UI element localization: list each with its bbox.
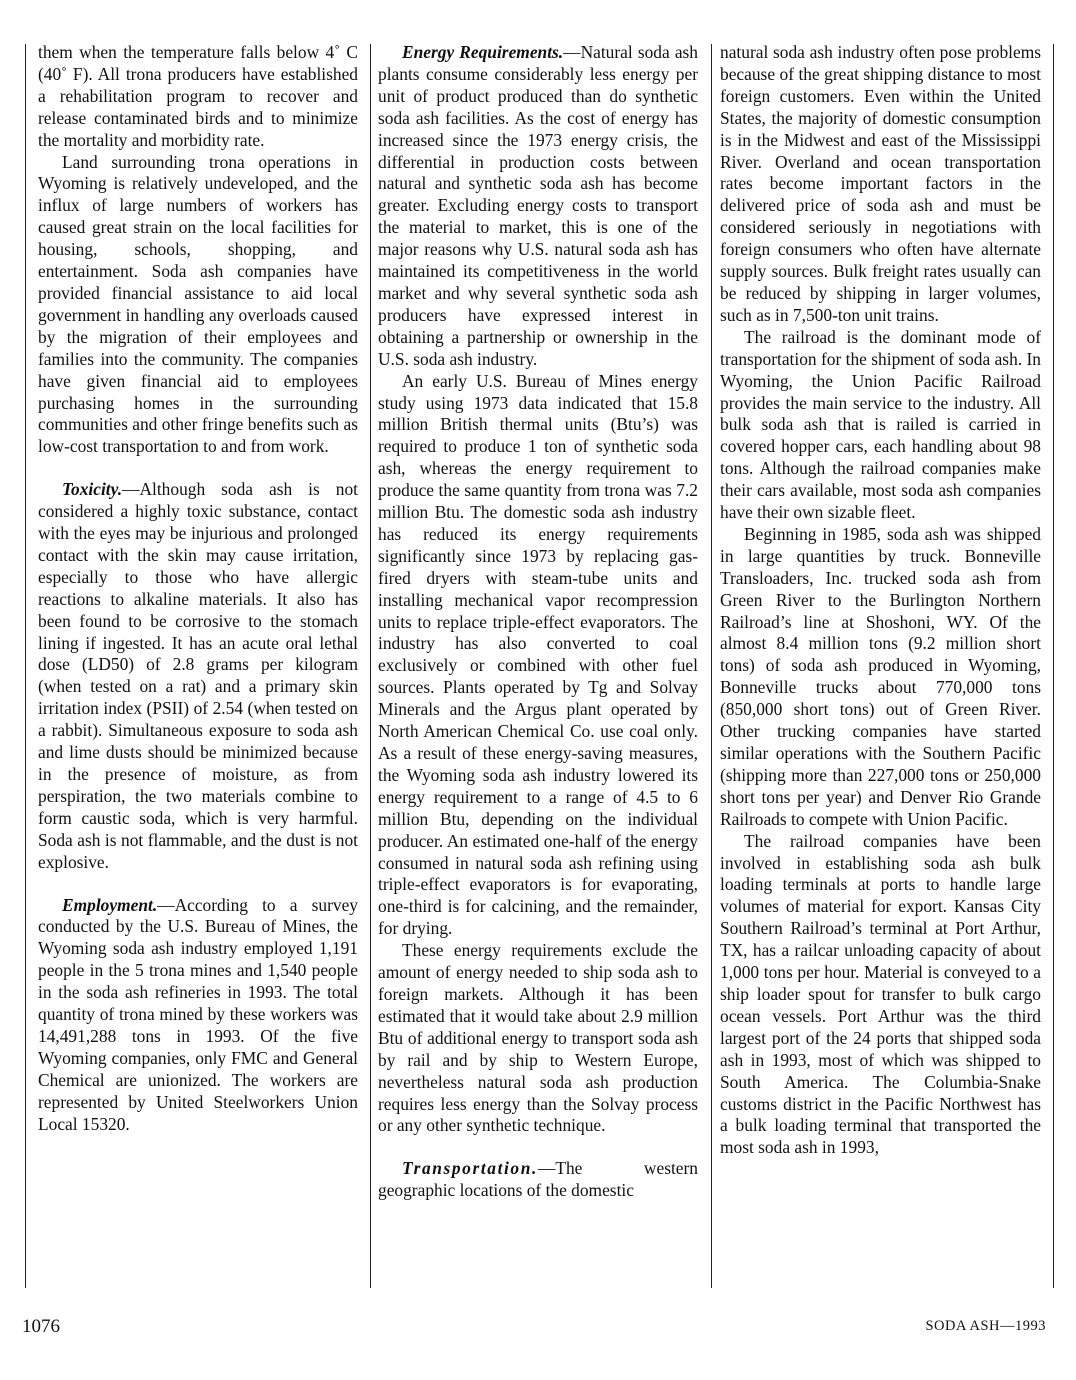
section-heading: Energy Requirements. bbox=[402, 42, 564, 62]
transportation-section bbox=[378, 1158, 698, 1202]
page-number: 1076 bbox=[22, 1316, 60, 1337]
text-column-1 bbox=[38, 42, 358, 1292]
section-text: —Natural soda ash plants consume considerably less energy per unit of product produced than do synthetic soda ash facilities. As the cost of energy has increased since the 1973 energy crisis, the differential in production costs between natural and synthetic soda ash has become greater. Excluding energy costs to transport the material to market, this is one of the major reasons why U.S. natural soda ash has maintained its competitiveness in the world market and why several synthetic soda ash producers have expressed interest in obtaining a partnership or ownership in the U.S. soda ash industry. bbox=[378, 42, 699, 369]
text-column-3 bbox=[720, 42, 1041, 1292]
section-text: —According to a survey conducted by the U.S. Bureau of Mines, the Wyoming soda ash industry employed 1,191 people in the 5 trona mines and 1,540 people in the soda ash refineries in 1993. The total quantity of trona mined by these workers was 14,491,288 tons in 1993. Of the five Wyoming companies, only FMC and General Chemical are unionized. The workers are represented by United Steelworkers Union Local 15320. bbox=[38, 894, 358, 1134]
column-rule-left bbox=[25, 44, 26, 1288]
paragraph: them when the temperature falls below 4˚ C (40˚ F). All trona producers have established a rehabilitation program to recover and release contaminated birds and to minimize the mortality and morbidity rate. bbox=[38, 42, 358, 150]
energy-section bbox=[378, 42, 698, 371]
employment-section bbox=[38, 895, 358, 1136]
paragraph: The railroad is the dominant mode of transportation for the shipment of soda ash. In Wyoming, the Union Pacific Railroad provides the main service to the industry. All bulk soda ash that is railed is carried in covered hopper cars, each handling about 98 tons. Although the railroad companies make their cars available, most soda ash companies have their own sizable fleet. bbox=[720, 326, 1041, 523]
section-heading: Transportation. bbox=[402, 1158, 538, 1179]
paragraph: An early U.S. Bureau of Mines energy study using 1973 data indicated that 15.8 million British thermal units (Btu’s) was required to produce 1 ton of synthetic soda ash, whereas the energy requirement to produce the same quantity from trona was 7.2 million Btu. The domestic soda ash industry has reduced its energy requirements significantly since 1973 by replacing gas-fired dryers with steam-tube units and installing mechanical vapor recompression units to replace triple-effect evaporators. The industry has also converted to coal exclusively or combined with other fuel sources. Plants operated by Tg and Solvay Minerals and the Argus plant operated by North American Chemical Co. use coal only. As a result of these energy-saving measures, the Wyoming soda ash industry lowered its energy requirement to a range of 4.5 to 6 million Btu, depending on the individual producer. An estimated one-half of the energy consumed in natural soda ash refining using triple-effect evaporators is for evaporating, one-third is for calcining, and the remainder, for drying. bbox=[378, 370, 698, 939]
paragraph: The railroad companies have been involved in establishing soda ash bulk loading terminals at ports to handle large volumes of material for export. Kansas City Southern Railroad’s terminal at Port Arthur, TX, has a railcar unloading capacity of about 1,000 tons per hour. Material is conveyed to a ship loader spout for transfer to bulk cargo ocean vessels. Port Arthur was the third largest port of the 24 ports that shipped soda ash in 1993, most of which was shipped to South America. The Columbia-Snake customs district in the Pacific Northwest has a bulk loading terminal that transported the most soda ash in 1993, bbox=[720, 830, 1041, 1158]
running-head: SODA ASH—1993 bbox=[925, 1318, 1046, 1334]
paragraph: natural soda ash industry often pose problems because of the great shipping distance to most foreign customers. Even within the United States, the majority of domestic consumption is in the Midwest and east of the Mississippi River. Overland and ocean transportation rates become important factors in the delivered price of soda ash and must be considered seriously in negotiations with foreign consumers who often have alternate supply sources. Bulk freight rates usually can be reduced by shipping in larger volumes, such as in 7,500-ton unit trains. bbox=[720, 42, 1041, 325]
paragraph: These energy requirements exclude the amount of energy needed to ship soda ash to foreign markets. Although it has been estimated that it would take about 2.9 million Btu of additional energy to transport soda ash by rail and by ship to Western Europe, nevertheless natural soda ash production requires less energy than the Solvay process or any other synthetic technique. bbox=[378, 940, 698, 1136]
column-rule-2 bbox=[711, 44, 712, 1288]
paragraph: Beginning in 1985, soda ash was shipped in large quantities by truck. Bonneville Transloaders, Inc. trucked soda ash from Green River to the Burlington Northern Railroad’s line at Shoshoni, WY. Of the almost 8.4 million tons (9.2 million short tons) of soda ash produced in Wyoming, Bonneville trucks about 770,000 tons (850,000 short tons) out of Green River. Other trucking companies have started similar operations with the Southern Pacific (shipping more than 227,000 tons or 250,000 short tons per year) and Denver Rio Grande Railroads to compete with Union Pacific. bbox=[720, 523, 1041, 829]
column-rule-1 bbox=[370, 44, 371, 1288]
section-text: —The western geographic locations of the domestic bbox=[378, 1158, 698, 1201]
section-heading: Employment. bbox=[62, 894, 158, 915]
toxicity-section bbox=[38, 479, 358, 873]
section-heading: Toxicity. bbox=[62, 479, 123, 500]
column-rule-right bbox=[1053, 44, 1054, 1288]
text-column-2 bbox=[378, 42, 698, 1292]
paragraph: Land surrounding trona operations in Wyoming is relatively undeveloped, and the influx of large numbers of workers has caused great strain on the local facilities for housing, schools, shopping, and entertainment. Soda ash companies have provided financial assistance to aid local government in handling any overloads caused by the migration of their employees and families into the community. The companies have given financial aid to employees purchasing homes in the surrounding communities and other fringe benefits such as low-cost transportation to and from work. bbox=[38, 151, 358, 457]
section-text: —Although soda ash is not considered a highly toxic substance, contact with the eyes may be injurious and prolonged contact with the skin may cause irritation, especially to those who have allergic reactions to alkaline materials. It also has been found to be corrosive to the stomach lining if ingested. It has an acute oral lethal dose (LD50) of 2.8 grams per kilogram (when tested on a rat) and a primary skin irritation index (PSII) of 2.54 (when tested on a rabbit). Simultaneous exposure to soda ash and lime dusts should be minimized because in the presence of moisture, as from perspiration, the two materials combine to form caustic soda, which is very harmful. Soda ash is not flammable, and the dust is not explosive. bbox=[38, 479, 358, 872]
